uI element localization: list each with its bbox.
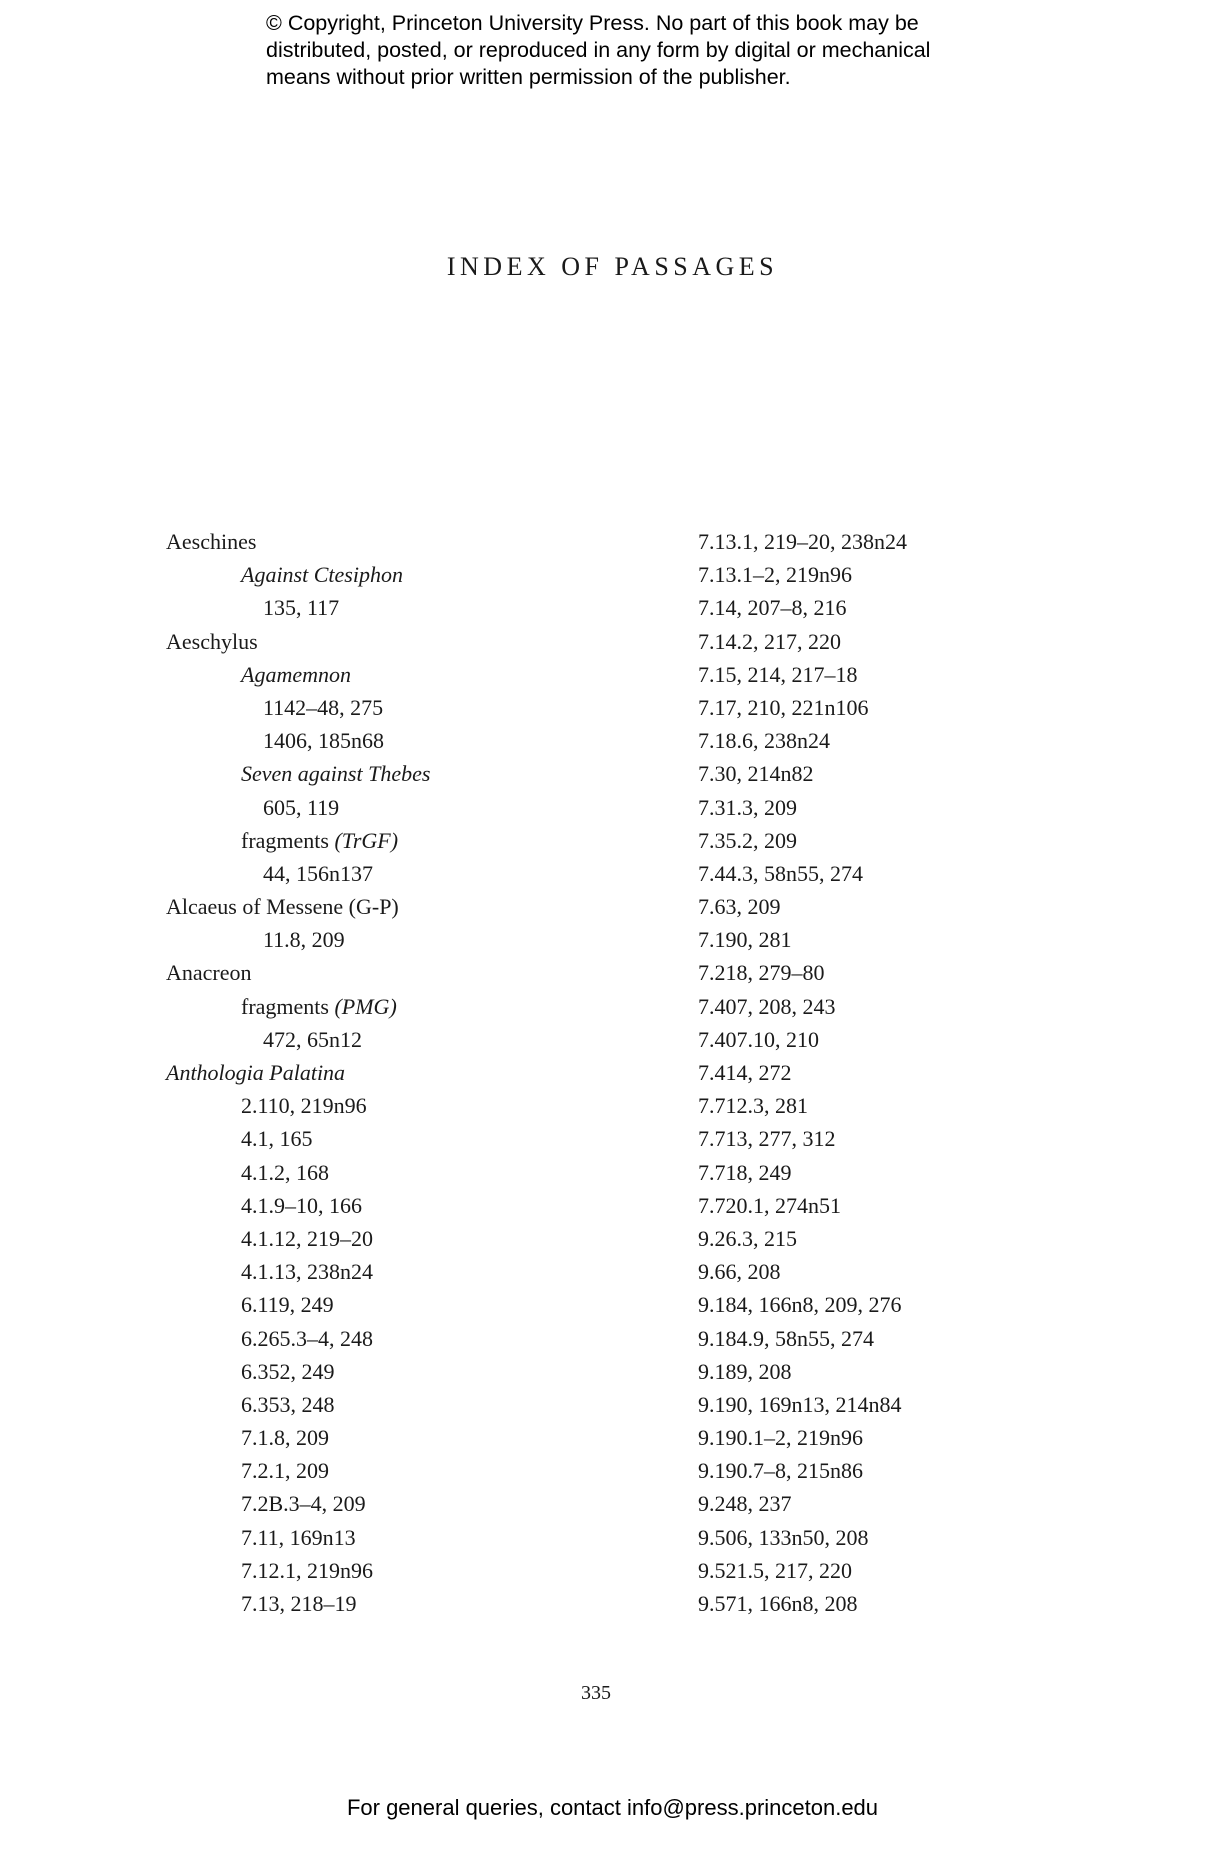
index-entry-text: 4.1.2, 168: [241, 1159, 329, 1185]
index-entry-text: 135, 117: [263, 595, 340, 621]
index-entry: 9.190, 169n13, 214n84: [698, 1391, 902, 1417]
index-entry-text: 6.265.3–4, 248: [241, 1325, 373, 1351]
index-entry-text: 11.8, 209: [263, 927, 345, 953]
index-entry: 9.506, 133n50, 208: [698, 1524, 869, 1550]
index-entry: 7.13.1–2, 219n96: [698, 562, 852, 588]
index-entry-text: fragments: [241, 827, 335, 853]
index-entry: 7.218, 279–80: [698, 960, 825, 986]
index-entry-text: 6.352, 249: [241, 1358, 335, 1384]
index-entry-text: (PMG): [334, 993, 397, 1019]
index-entry: [166, 1122, 686, 1155]
index-entry-text: Aeschylus: [166, 628, 258, 654]
index-entry: 9.571, 166n8, 208: [698, 1591, 858, 1616]
index-entry: [166, 591, 686, 624]
index-entry: 9.190.7–8, 215n86: [698, 1458, 863, 1484]
index-entry: [166, 1454, 686, 1487]
index-entry: 7.44.3, 58n55, 274: [698, 860, 863, 886]
index-entry: [166, 1421, 686, 1454]
index-entry-text: Anthologia Palatina: [166, 1060, 346, 1085]
index-entry-text: Agamemnon: [241, 661, 351, 687]
copyright-line: means without prior written permission of the publisher.: [266, 65, 791, 89]
index-entry: [166, 1388, 686, 1421]
index-entry: [166, 757, 686, 790]
index-entry: [166, 1255, 686, 1288]
index-entry: [166, 890, 686, 923]
index-entry: 7.13.1, 219–20, 238n24: [698, 529, 907, 554]
index-entry-text: Seven against Thebes: [241, 761, 431, 787]
index-entry-text: 4.1.13, 238n24: [241, 1259, 373, 1285]
index-entry-text: 1142–48, 275: [263, 694, 384, 720]
index-entry: 7.18.6, 238n24: [698, 728, 830, 754]
index-entry: [166, 625, 686, 658]
index-entry-text: 1406, 185n68: [263, 728, 384, 754]
index-entry: [166, 1554, 686, 1587]
index-entry: [166, 1222, 686, 1255]
index-entry-text: 4.1.12, 219–20: [241, 1225, 373, 1251]
index-entry: 9.26.3, 215: [698, 1225, 797, 1251]
index-entry: [166, 691, 686, 724]
index-entry: 7.712.3, 281: [698, 1093, 808, 1119]
index-entry: 7.17, 210, 221n106: [698, 694, 869, 720]
index-entry: [166, 1521, 686, 1554]
index-entry: 7.30, 214n82: [698, 761, 814, 787]
index-entry: [166, 1487, 686, 1520]
index-entry: 9.190.1–2, 219n96: [698, 1425, 863, 1451]
index-entry: 9.184.9, 58n55, 274: [698, 1325, 874, 1351]
index-entry-text: 472, 65n12: [263, 1026, 362, 1052]
index-entry: [166, 1156, 686, 1189]
index-entry: 7.63, 209: [698, 894, 781, 920]
index-entry: [166, 1023, 686, 1056]
index-entry: [166, 1355, 686, 1388]
index-entry-text: 605, 119: [263, 794, 340, 820]
index-entry-text: Alcaeus of Messene (G-P): [166, 894, 399, 920]
index-entry-text: (TrGF): [334, 827, 399, 853]
index-entry: [166, 558, 686, 591]
index-entry: 7.720.1, 274n51: [698, 1192, 841, 1218]
index-entry: [166, 1089, 686, 1122]
index-entry: [166, 857, 686, 890]
index-entry-text: 4.1.9–10, 166: [241, 1192, 362, 1218]
index-entry: [166, 1587, 686, 1620]
index-entry: 7.35.2, 209: [698, 827, 797, 853]
index-entry-text: 7.1.8, 209: [241, 1425, 329, 1451]
index-entry: [166, 956, 686, 989]
index-entry-text: 7.12.1, 219n96: [241, 1557, 373, 1583]
index-entry: 9.66, 208: [698, 1259, 781, 1285]
index-entry-text: 4.1, 165: [241, 1126, 313, 1152]
index-entry: 7.407.10, 210: [698, 1026, 819, 1052]
page-title: INDEX OF PASSAGES: [446, 252, 779, 281]
index-entry: [166, 724, 686, 757]
footer-contact: For general queries, contact info@press.princeton.edu: [346, 1795, 879, 1820]
index-entry-text: Anacreon: [166, 960, 252, 986]
index-entry-text: 6.119, 249: [241, 1292, 334, 1318]
index-entry-text: Aeschines: [166, 529, 257, 554]
index-right-column: [698, 525, 1178, 1620]
copyright-line: © Copyright, Princeton University Press. No part of this book may be: [266, 11, 919, 35]
index-entry: 7.31.3, 209: [698, 794, 797, 820]
index-entry: 9.521.5, 217, 220: [698, 1557, 852, 1583]
index-entry: [166, 923, 686, 956]
index-entry-text: Against Ctesiphon: [241, 562, 403, 588]
index-entry-text: 6.353, 248: [241, 1391, 335, 1417]
index-entry: [166, 1056, 686, 1089]
index-entry-text: 7.11, 169n13: [241, 1524, 356, 1550]
copyright-line: distributed, posted, or reproduced in any form by digital or mechanical: [266, 38, 931, 62]
index-entry: [166, 1189, 686, 1222]
page-number: 335: [581, 1682, 611, 1704]
index-entry: 9.184, 166n8, 209, 276: [698, 1292, 902, 1318]
copyright-notice: [266, 10, 1026, 91]
index-entry: [166, 990, 686, 1023]
index-entry: 7.718, 249: [698, 1159, 792, 1185]
index-entry: 9.189, 208: [698, 1358, 792, 1384]
index-entry: [166, 824, 686, 857]
index-left-column: [166, 525, 686, 1620]
index-entry-text: 44, 156n137: [263, 860, 373, 886]
index-entry: 7.15, 214, 217–18: [698, 661, 858, 687]
index-entry: [166, 525, 686, 558]
index-entry: [166, 791, 686, 824]
index-entry: [166, 1288, 686, 1321]
index-entry-text: 7.2.1, 209: [241, 1458, 329, 1484]
index-entry: 7.407, 208, 243: [698, 993, 836, 1019]
index-entry: 9.248, 237: [698, 1491, 792, 1517]
index-entry: 7.190, 281: [698, 927, 792, 953]
index-entry: 7.414, 272: [698, 1060, 792, 1085]
index-entry-text: 7.13, 218–19: [241, 1591, 357, 1616]
index-entry: [166, 658, 686, 691]
index-entry-text: fragments: [241, 993, 335, 1019]
index-entry: 7.713, 277, 312: [698, 1126, 836, 1152]
index-entry: 7.14.2, 217, 220: [698, 628, 841, 654]
index-entry-text: 2.110, 219n96: [241, 1093, 367, 1119]
index-entry: [166, 1322, 686, 1355]
index-entry: 7.14, 207–8, 216: [698, 595, 847, 621]
index-entry-text: 7.2B.3–4, 209: [241, 1491, 366, 1517]
